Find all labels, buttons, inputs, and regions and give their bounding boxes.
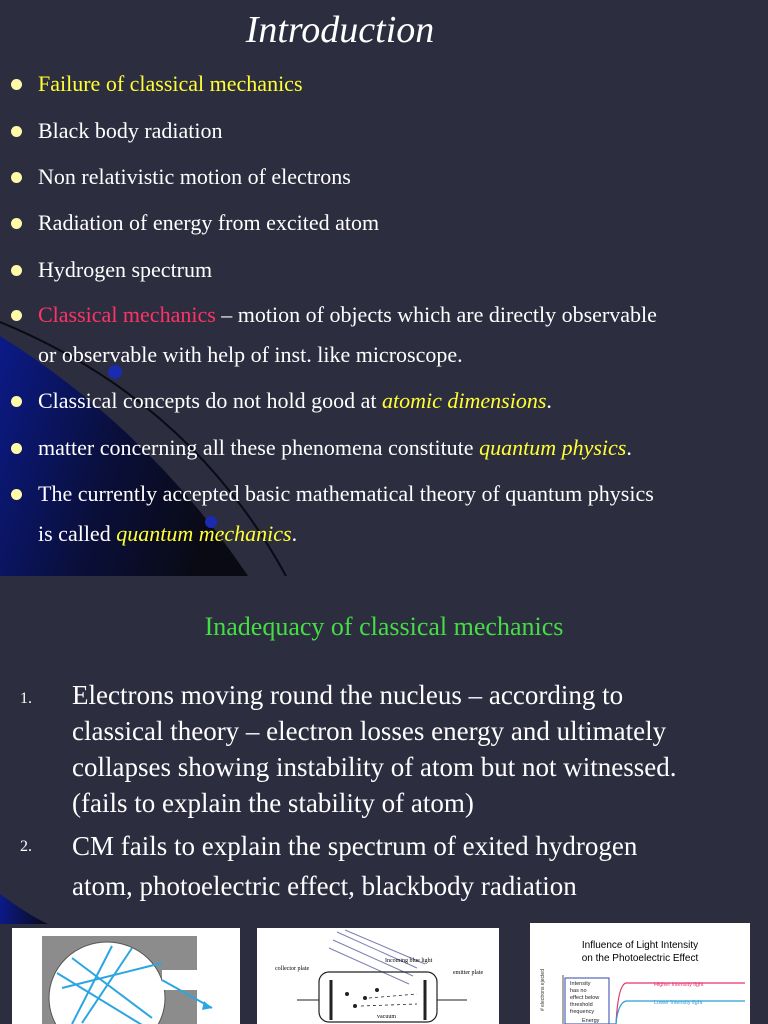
item-number: 2. — [20, 838, 32, 855]
vacuum-label: vacuum — [377, 1014, 396, 1020]
incoming-light-label: Incoming blue light — [385, 958, 433, 964]
bullet-text: Black body radiation — [38, 118, 223, 143]
bullet-icon — [11, 79, 22, 90]
bullet-text: Radiation of energy from excited atom — [38, 210, 380, 235]
bullet-text — [38, 295, 762, 335]
item-line: classical theory – electron losses energy and ultimately — [72, 716, 667, 746]
lower-intensity-label: Lower intensity light — [654, 1000, 703, 1006]
bullet-icon — [11, 396, 22, 407]
emphasis-term: quantum mechanics — [116, 521, 292, 546]
slide-inadequacy — [0, 576, 768, 1024]
item-number: 1. — [20, 690, 32, 707]
bullet-text-post: . — [291, 521, 298, 546]
higher-intensity-label: Higher intensity light — [654, 982, 704, 988]
bullet-continuation: or observable with help of inst. like microscope. — [38, 342, 463, 367]
item-line: collapses showing instability of atom but not witnessed. — [72, 752, 677, 782]
bullet-icon — [11, 126, 22, 137]
bullet-icon — [11, 172, 22, 183]
photoelectric-apparatus-figure — [257, 928, 499, 1024]
bullet-continuation — [38, 514, 762, 554]
collector-plate-label: collector plate — [275, 966, 310, 972]
bullet-icon — [11, 310, 22, 321]
item-line: Electrons moving round the nucleus – according to — [72, 680, 624, 710]
highlight-term: Classical mechanics — [38, 302, 216, 327]
blackbody-cavity-illustration — [12, 928, 240, 1024]
bullet-text-post: . — [546, 388, 552, 413]
bullet-text-rest: – motion of objects which are directly observable — [215, 302, 657, 327]
bullet-icon — [11, 265, 22, 276]
light-intensity-graph — [530, 923, 750, 1024]
x-axis-label: Energy — [582, 1018, 600, 1024]
y-axis-label: # electrons ejected — [540, 969, 546, 1011]
threshold-note: Intensity has no effect below threshold frequency — [570, 981, 600, 1015]
graph-title-line2: on the Photoelectric Effect — [581, 953, 699, 964]
bullet-text: The currently accepted basic mathematical theory of quantum physics — [38, 481, 654, 506]
bullet-text — [38, 428, 762, 468]
bullet-icon — [11, 443, 22, 454]
bullet-icon — [11, 489, 22, 500]
emphasis-term: quantum physics — [479, 435, 627, 460]
bullet-text-pre: matter concerning all these phenomena constitute — [38, 435, 480, 460]
slide-title: Inadequacy of classical mechanics — [204, 612, 564, 641]
emitter-plate-label: emitter plate — [453, 970, 484, 976]
item-line: (fails to explain the stability of atom) — [72, 788, 474, 818]
item-line: atom, photoelectric effect, blackbody radiation — [72, 871, 577, 901]
item-line: CM fails to explain the spectrum of exited hydrogen — [72, 831, 638, 861]
blackbody-cavity-figure — [12, 928, 240, 1024]
photoelectric-apparatus-diagram — [257, 928, 499, 1024]
bullet-text-post: . — [626, 435, 632, 460]
bullet-text: Non relativistic motion of electrons — [38, 164, 351, 189]
list-item — [72, 677, 762, 821]
list-item — [72, 826, 762, 906]
bullet-text — [38, 381, 762, 421]
slide-title: Introduction — [245, 9, 435, 51]
bullet-text: Hydrogen spectrum — [38, 257, 213, 282]
emphasis-term: atomic dimensions — [382, 388, 547, 413]
bullet-text: Failure of classical mechanics — [38, 71, 303, 96]
bullet-text-pre: is called — [38, 521, 117, 546]
bullet-icon — [11, 218, 22, 229]
light-intensity-figure — [530, 923, 750, 1024]
graph-title-line1: Influence of Light Intensity — [581, 940, 699, 951]
bullet-text-pre: Classical concepts do not hold good at — [38, 388, 382, 413]
